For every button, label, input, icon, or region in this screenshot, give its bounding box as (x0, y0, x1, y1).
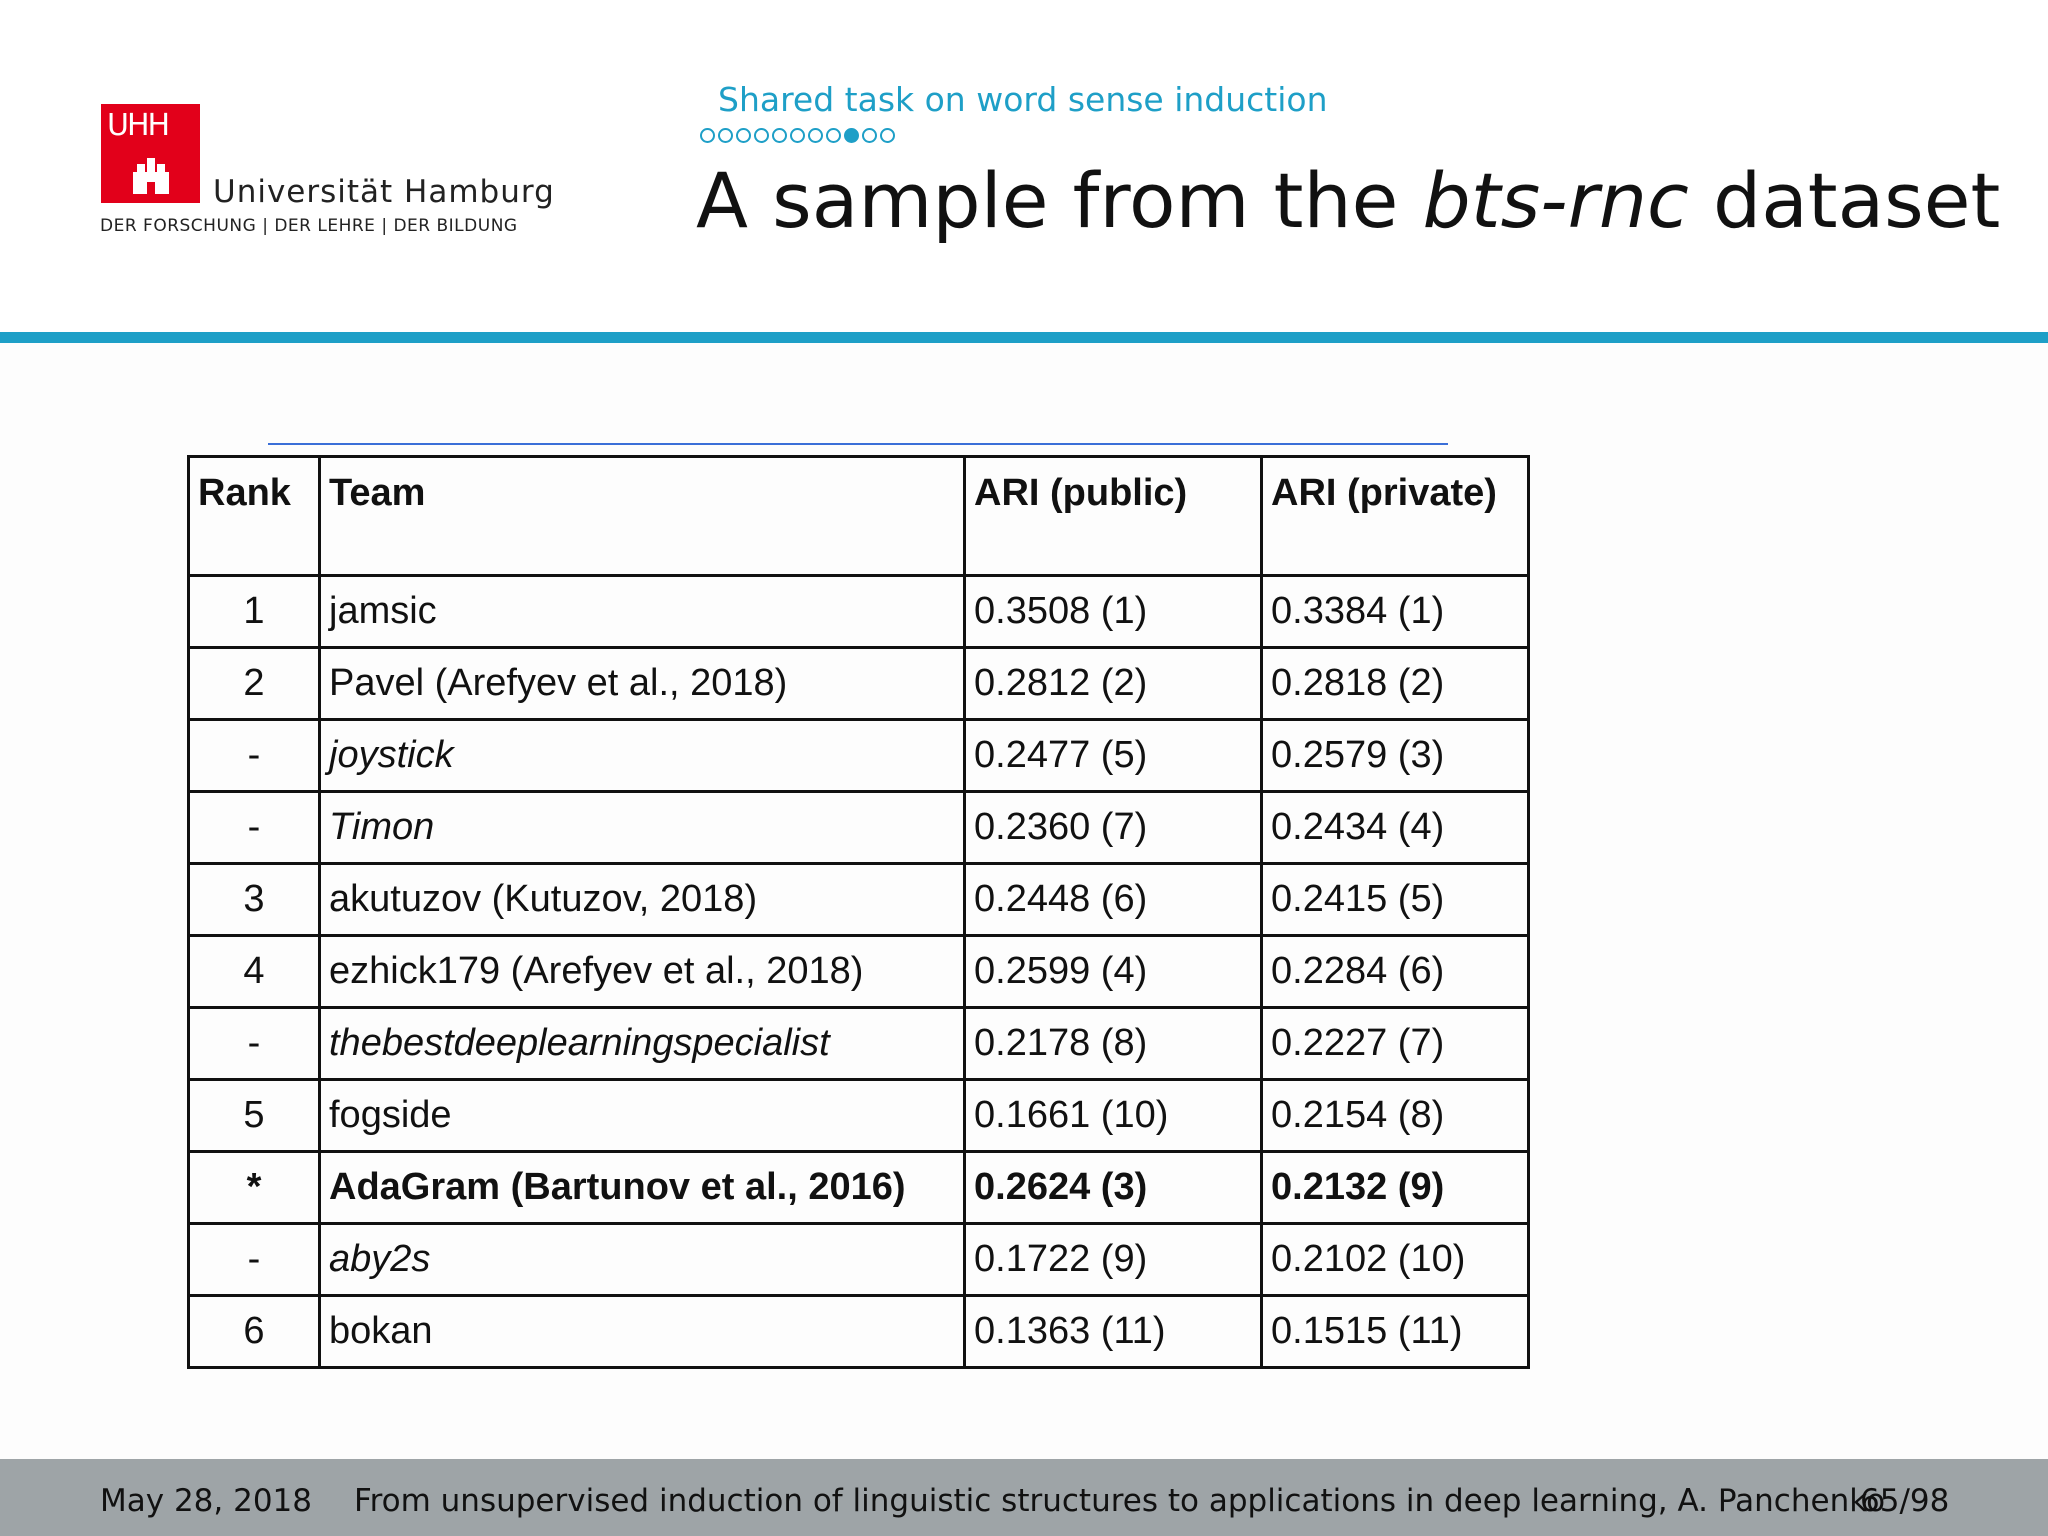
team-cell: akutuzov (Kutuzov, 2018) (320, 864, 965, 936)
ari-public-cell: 0.2448 (6) (965, 864, 1262, 936)
ari-public-cell: 0.1722 (9) (965, 1224, 1262, 1296)
rank-cell: 2 (189, 648, 320, 720)
team-cell: ezhick179 (Arefyev et al., 2018) (320, 936, 965, 1008)
table-row (189, 720, 1529, 792)
table-row (189, 576, 1529, 648)
ari-private-cell: 0.2284 (6) (1262, 936, 1529, 1008)
rank-cell: - (189, 720, 320, 792)
castle-icon (131, 156, 171, 196)
ari-private-cell: 0.2818 (2) (1262, 648, 1529, 720)
rank-cell: 1 (189, 576, 320, 648)
title-dataset-name: bts-rnc (1422, 156, 1689, 245)
ari-public-cell: 0.2624 (3) (965, 1152, 1262, 1224)
ari-public-cell: 0.3508 (1) (965, 576, 1262, 648)
team-cell: Pavel (Arefyev et al., 2018) (320, 648, 965, 720)
table-row (189, 1224, 1529, 1296)
slide-header (0, 0, 2048, 336)
ari-private-cell: 0.2415 (5) (1262, 864, 1529, 936)
ari-public-cell: 0.1363 (11) (965, 1296, 1262, 1368)
progress-dot (880, 128, 895, 143)
progress-dot (826, 128, 841, 143)
ari-public-cell: 0.2477 (5) (965, 720, 1262, 792)
table-row (189, 648, 1529, 720)
rank-cell: 4 (189, 936, 320, 1008)
page-title (696, 156, 2000, 245)
table-row (189, 864, 1529, 936)
ari-public-cell: 0.2599 (4) (965, 936, 1262, 1008)
table-row (189, 1008, 1529, 1080)
progress-dot (790, 128, 805, 143)
progress-dot (700, 128, 715, 143)
title-part-2: dataset (1688, 156, 2001, 245)
footer-page-number: 65/98 (1860, 1483, 1950, 1519)
team-cell: fogside (320, 1080, 965, 1152)
footer-date: May 28, 2018 (100, 1483, 312, 1519)
rank-cell: * (189, 1152, 320, 1224)
title-part-1: A sample from the (696, 156, 1423, 245)
col-ari-public-header: ARI (public) (965, 457, 1262, 576)
header-rule (0, 332, 2048, 343)
ari-public-cell: 0.2178 (8) (965, 1008, 1262, 1080)
progress-dot (754, 128, 769, 143)
table-body (189, 576, 1529, 1368)
rank-cell: - (189, 792, 320, 864)
slide-footer (0, 1459, 2048, 1536)
ari-private-cell: 0.2132 (9) (1262, 1152, 1529, 1224)
col-team-header: Team (320, 457, 965, 576)
team-cell: thebestdeeplearningspecialist (320, 1008, 965, 1080)
table-row (189, 936, 1529, 1008)
ari-private-cell: 0.2434 (4) (1262, 792, 1529, 864)
ari-private-cell: 0.2102 (10) (1262, 1224, 1529, 1296)
ari-private-cell: 0.3384 (1) (1262, 576, 1529, 648)
ari-public-cell: 0.2360 (7) (965, 792, 1262, 864)
progress-dot (862, 128, 877, 143)
section-title: Shared task on word sense induction (718, 80, 1328, 119)
table-row (189, 792, 1529, 864)
ari-public-cell: 0.2812 (2) (965, 648, 1262, 720)
uhh-logo (101, 104, 200, 203)
progress-dot (736, 128, 751, 143)
ari-private-cell: 0.2227 (7) (1262, 1008, 1529, 1080)
results-table (187, 455, 1530, 1369)
ari-public-cell: 0.1661 (10) (965, 1080, 1262, 1152)
team-cell: bokan (320, 1296, 965, 1368)
logo-text: UHH (107, 108, 169, 143)
progress-dots (700, 128, 895, 143)
team-cell: jamsic (320, 576, 965, 648)
table-header-row (189, 457, 1529, 576)
ari-private-cell: 0.2154 (8) (1262, 1080, 1529, 1152)
team-cell: Timon (320, 792, 965, 864)
university-tagline: DER FORSCHUNG | DER LEHRE | DER BILDUNG (100, 216, 518, 236)
col-rank-header: Rank (189, 457, 320, 576)
col-ari-private-header: ARI (private) (1262, 457, 1529, 576)
rank-cell: 6 (189, 1296, 320, 1368)
university-name: Universität Hamburg (213, 174, 555, 210)
progress-dot (844, 128, 859, 143)
footer-talk-title: From unsupervised induction of linguistic structures to applications in deep learning, A. Panchenko (354, 1483, 1886, 1519)
rank-cell: - (189, 1008, 320, 1080)
progress-dot (718, 128, 733, 143)
team-cell: joystick (320, 720, 965, 792)
team-cell: AdaGram (Bartunov et al., 2016) (320, 1152, 965, 1224)
ari-private-cell: 0.2579 (3) (1262, 720, 1529, 792)
progress-dot (772, 128, 787, 143)
rank-cell: 5 (189, 1080, 320, 1152)
ari-private-cell: 0.1515 (11) (1262, 1296, 1529, 1368)
rank-cell: - (189, 1224, 320, 1296)
table-row (189, 1296, 1529, 1368)
team-cell: aby2s (320, 1224, 965, 1296)
rank-cell: 3 (189, 864, 320, 936)
table-row (189, 1152, 1529, 1224)
progress-dot (808, 128, 823, 143)
table-row (189, 1080, 1529, 1152)
underline-decoration (268, 443, 1448, 445)
